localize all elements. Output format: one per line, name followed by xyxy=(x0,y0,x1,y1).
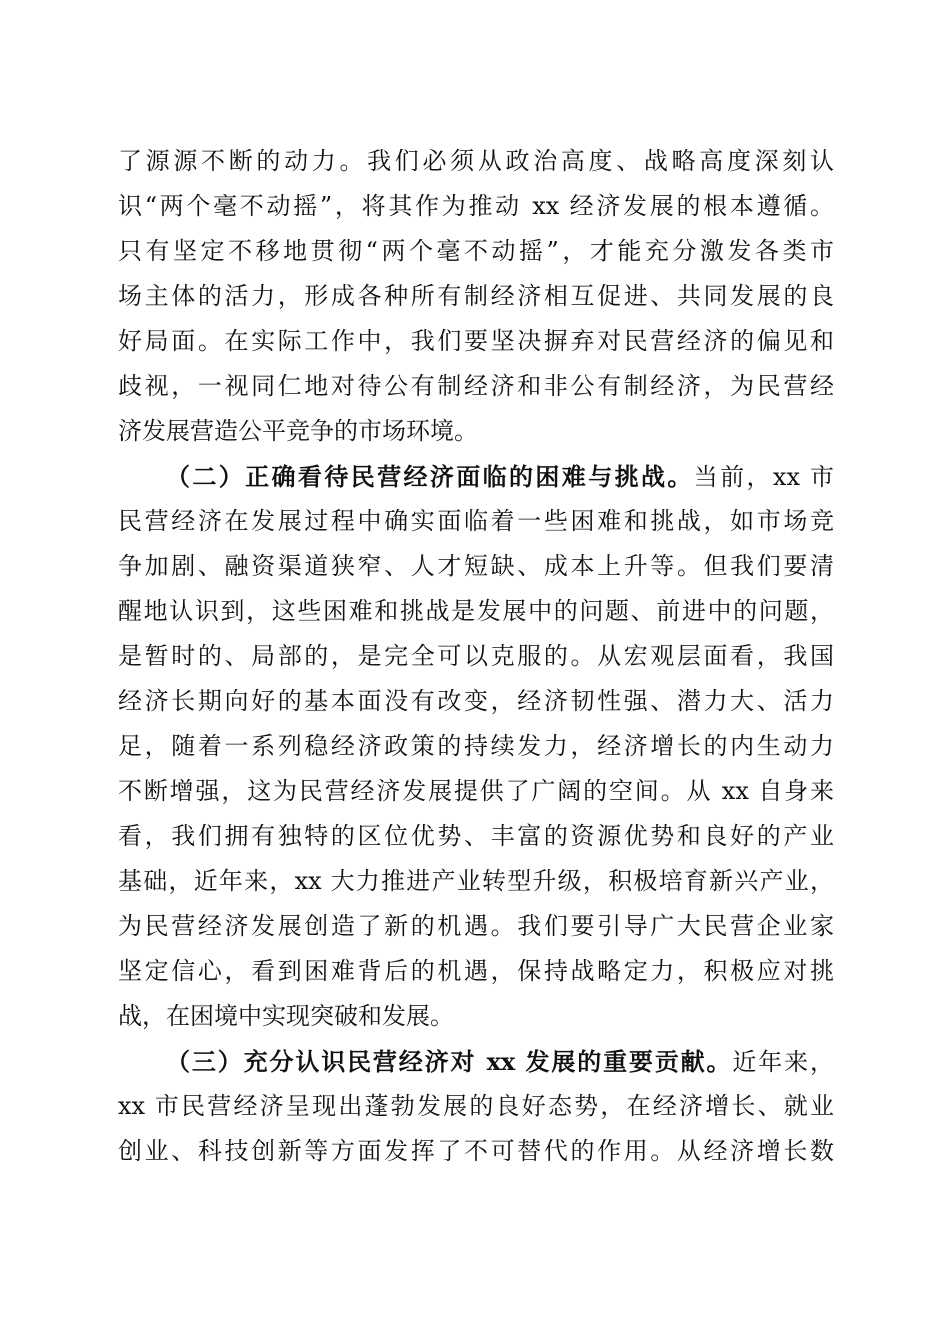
text-line: 争加剧、融资渠道狭窄、人才短缺、成本上升等。但我们要清 xyxy=(118,552,834,580)
paragraph-1 xyxy=(118,139,834,454)
text-line: xx 市民营经济呈现出蓬勃发展的良好态势，在经济增长、就业 xyxy=(118,1092,834,1120)
paragraph-first-line xyxy=(118,1039,834,1084)
text-line: 只有坚定不移地贯彻“两个毫不动摇”，才能充分激发各类市 xyxy=(118,237,834,265)
paragraph-2 xyxy=(118,454,834,1039)
text-line: 基础，近年来，xx 大力推进产业转型升级，积极培育新兴产业， xyxy=(118,867,834,895)
heading-line-text: 当前，xx 市 xyxy=(693,463,834,491)
text-line: 看，我们拥有独特的区位优势、丰富的资源优势和良好的产业 xyxy=(118,822,834,850)
text-line: 足，随着一系列稳经济政策的持续发力，经济增长的内生动力 xyxy=(118,732,834,760)
text-line: 识“两个毫不动摇”，将其作为推动 xx 经济发展的根本遵循。 xyxy=(118,192,834,220)
text-line: 创业、科技创新等方面发挥了不可替代的作用。从经济增长数 xyxy=(118,1137,834,1165)
paragraph-first-line xyxy=(118,454,834,499)
text-line: 战，在困境中实现突破和发展。 xyxy=(118,1002,454,1030)
text-line: 为民营经济发展创造了新的机遇。我们要引导广大民营企业家 xyxy=(118,912,834,940)
text-line: 不断增强，这为民营经济发展提供了广阔的空间。从 xx 自身来 xyxy=(118,777,834,805)
text-line: 坚定信心，看到困难背后的机遇，保持战略定力，积极应对挑 xyxy=(118,957,834,985)
text-line: 场主体的活力，形成各种所有制经济相互促进、共同发展的良 xyxy=(118,282,834,310)
text-line: 了源源不断的动力。我们必须从政治高度、战略高度深刻认 xyxy=(118,147,834,175)
document-body xyxy=(118,139,834,1174)
text-line: 济发展营造公平竞争的市场环境。 xyxy=(118,417,478,445)
text-line: 醒地认识到，这些困难和挑战是发展中的问题、前进中的问题， xyxy=(118,597,834,625)
section-heading: （三）充分认识民营经济对 xx 发展的重要贡献。 xyxy=(166,1047,733,1076)
text-line: 民营经济在发展过程中确实面临着一些困难和挑战，如市场竞 xyxy=(118,507,834,535)
text-line: 是暂时的、局部的，是完全可以克服的。从宏观层面看，我国 xyxy=(118,642,834,670)
text-line: 好局面。在实际工作中，我们要坚决摒弃对民营经济的偏见和 xyxy=(118,327,834,355)
text-line: 经济长期向好的基本面没有改变，经济韧性强、潜力大、活力 xyxy=(118,687,834,715)
paragraph-3 xyxy=(118,1039,834,1174)
section-heading: （二）正确看待民营经济面临的困难与挑战。 xyxy=(166,462,694,491)
text-line: 歧视，一视同仁地对待公有制经济和非公有制经济，为民营经 xyxy=(118,372,834,400)
heading-line-text: 近年来， xyxy=(732,1048,834,1076)
